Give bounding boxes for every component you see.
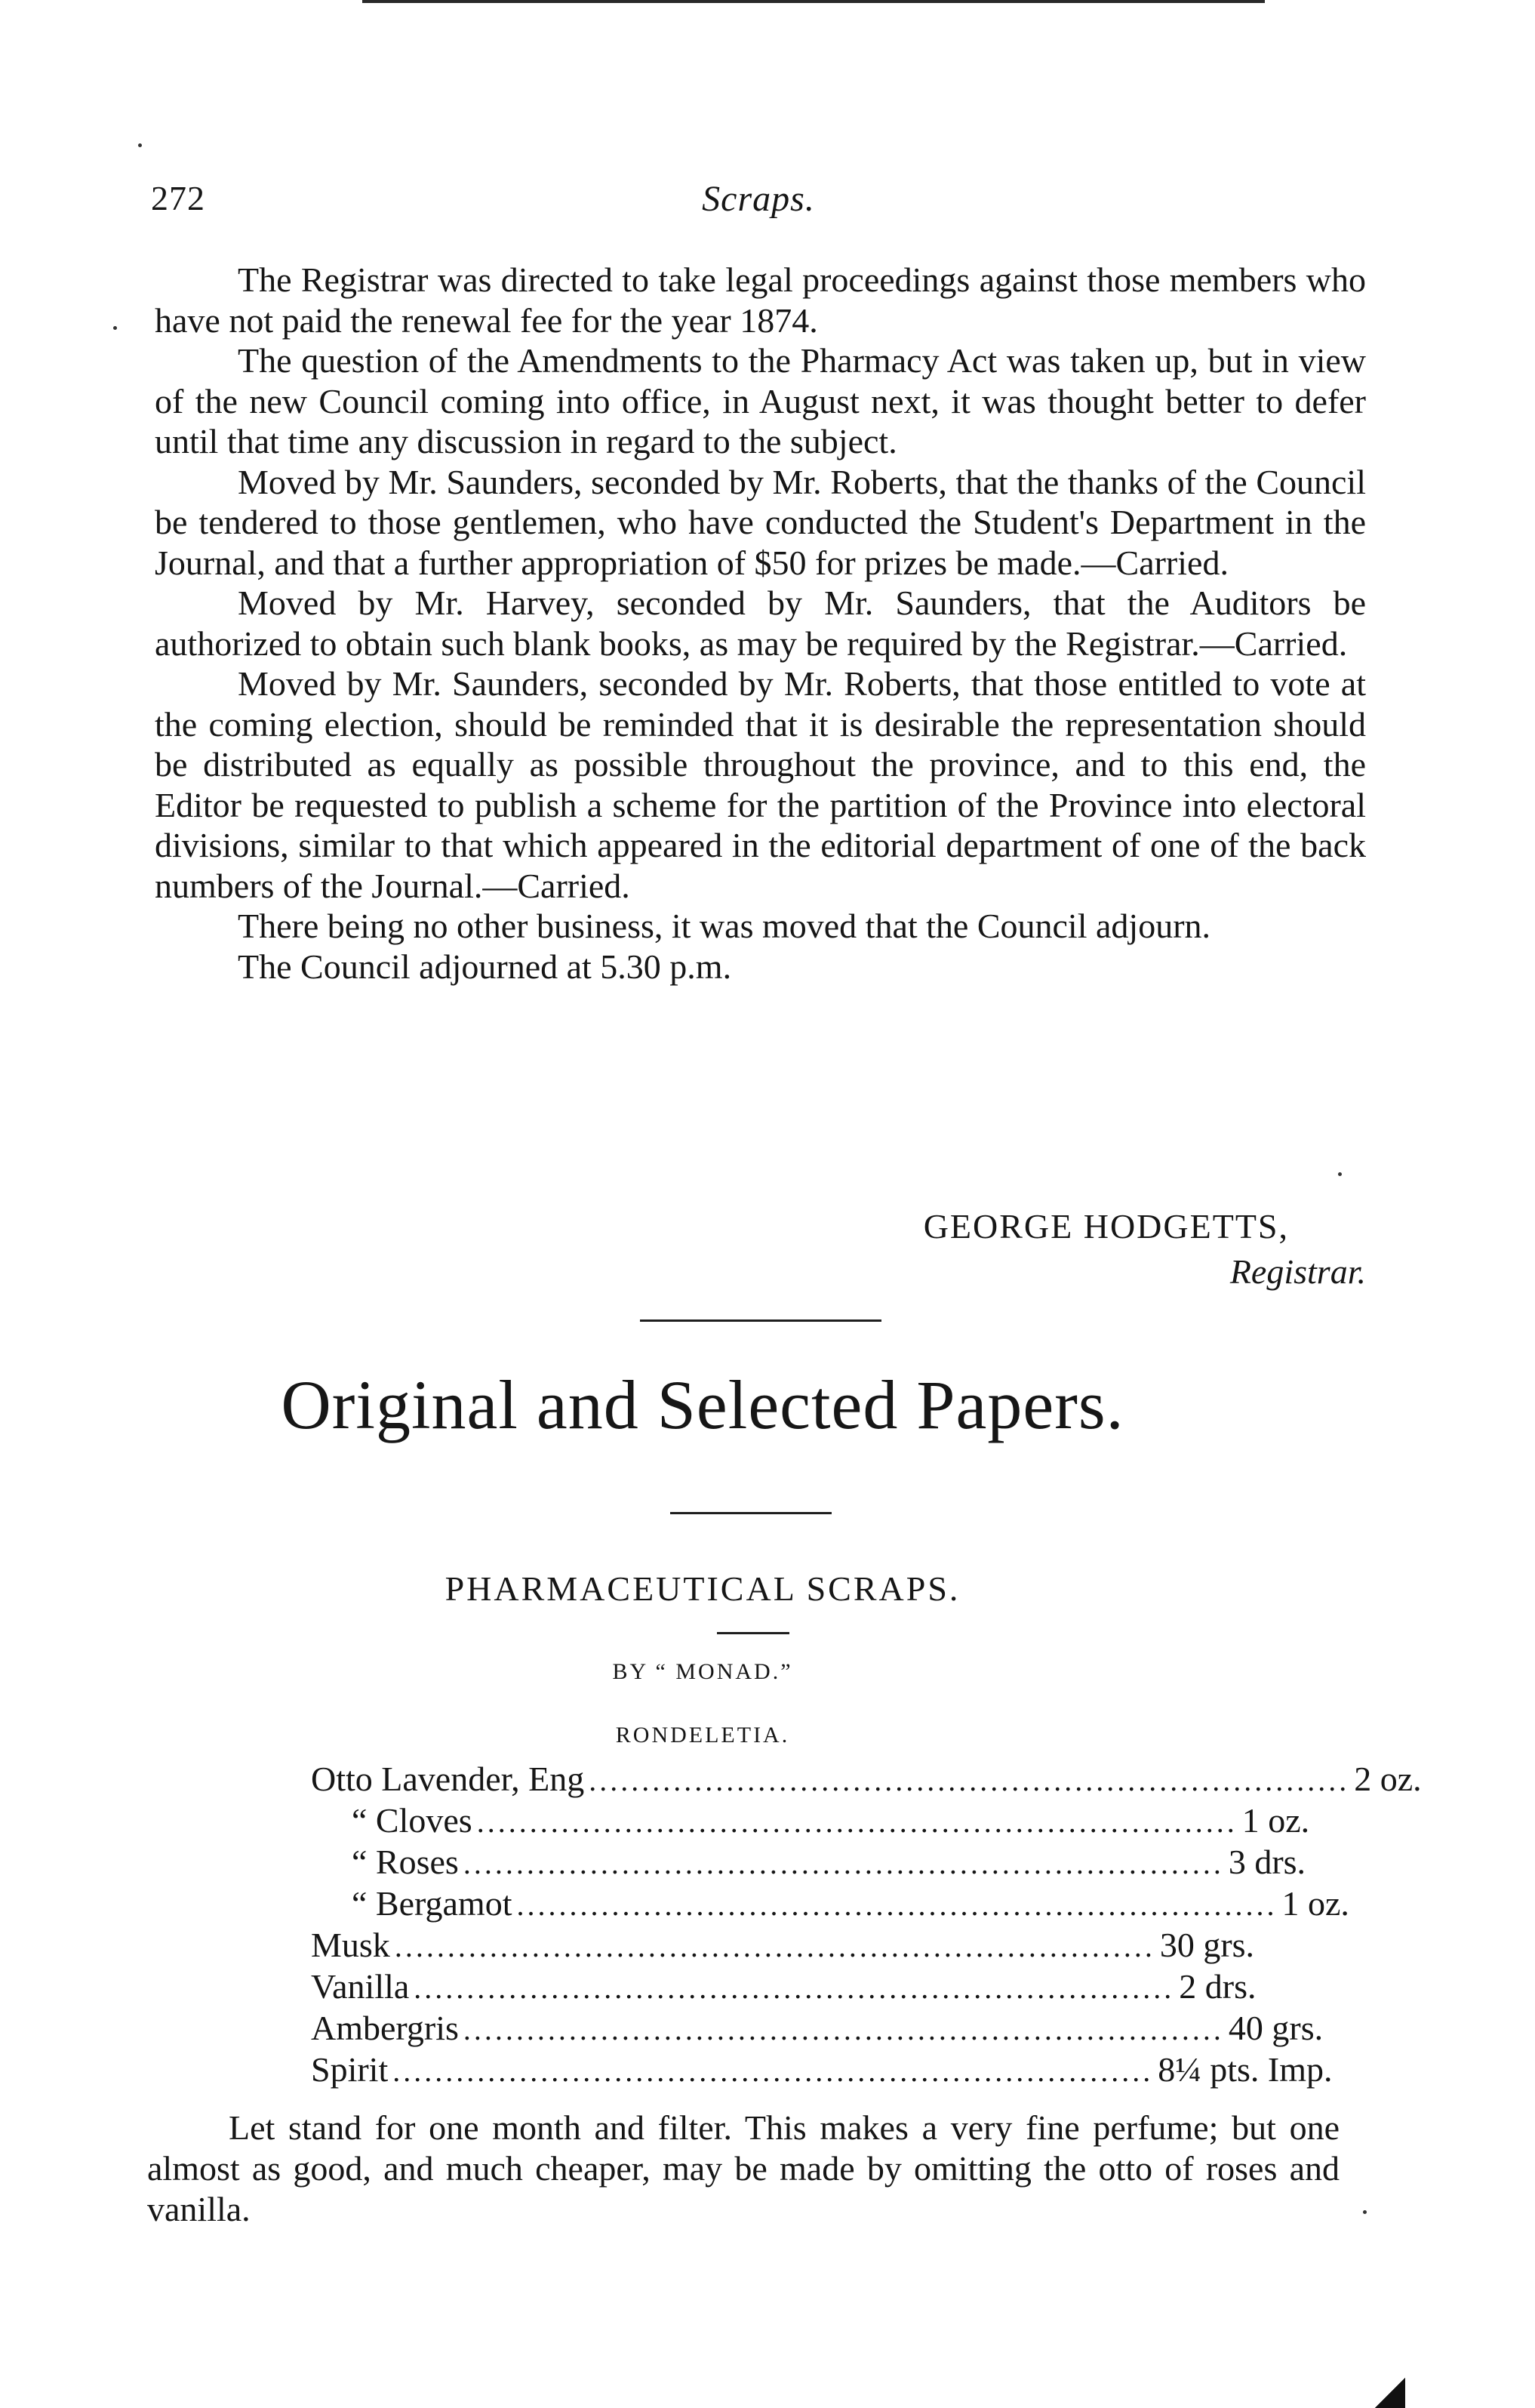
leader-dots: ........................................................................: [476, 1805, 1238, 1839]
ingredient-row: [311, 1759, 1422, 1800]
scan-speck: [138, 143, 142, 147]
ingredient-quantity: 3 drs.: [1228, 1843, 1306, 1881]
instructions-paragraph: Let stand for one month and filter. This makes a very fine perfume; but one almost as good, and much cheaper, may be made by omitting the otto of roses and vanilla.: [147, 2108, 1340, 2228]
ingredient-name: Otto Lavender, Eng: [311, 1760, 585, 1798]
leader-dots: ........................................................................: [392, 2054, 1154, 2088]
page-corner-mark: [1375, 2378, 1405, 2408]
running-title: Scraps.: [702, 179, 815, 219]
leader-dots: ........................................................................: [516, 1888, 1278, 1922]
ingredient-row: [311, 1842, 1306, 1883]
ingredient-quantity: 8¼ pts. Imp.: [1158, 2050, 1333, 2089]
ingredient-quantity: 30 grs.: [1159, 1926, 1255, 1964]
ingredient-name: Ambergris: [311, 2009, 459, 2047]
ingredient-quantity: 40 grs.: [1228, 2009, 1324, 2047]
article-byline: BY “ MONAD.”: [612, 1659, 793, 1684]
minutes-paragraph: The Council adjourned at 5.30 p.m.: [238, 947, 732, 986]
section-divider: [640, 1319, 881, 1322]
ingredient-row: [311, 1883, 1349, 1925]
leader-dots: ........................................................................: [589, 1763, 1350, 1797]
running-head: [151, 178, 1366, 231]
recipe-instructions: [147, 2108, 1340, 2230]
ingredient-name: “ Bergamot: [352, 1884, 512, 1923]
minutes-paragraph: Moved by Mr. Saunders, seconded by Mr. Roberts, that those entitled to vote at the coming election, should be reminded that it is desirable the representation should be distributed as equally as possible throughout the province, and to this end, the Editor be requested to publish a scheme for the partition of the Province into electoral divisions, similar to that which appeared in the editorial department of one of the back numbers of the Journal.—Carried.: [155, 664, 1366, 905]
minutes-paragraph: Moved by Mr. Saunders, seconded by Mr. Roberts, that the thanks of the Council be tendered to those gentlemen, who have conducted the Student's Department in the Journal, and that a further appropriation of $50 for prizes be made.—Carried.: [155, 462, 1366, 582]
leader-dots: ........................................................................: [463, 2012, 1224, 2046]
ingredient-row: [311, 2049, 1333, 2091]
ingredient-row: [311, 1800, 1310, 1842]
council-minutes: [155, 260, 1366, 987]
signature-title: Registrar.: [1229, 1252, 1366, 1291]
recipe-name: RONDELETIA.: [615, 1723, 790, 1747]
minutes-paragraph: The Registrar was directed to take legal proceedings against those members who have not paid the renewal fee for the year 1874.: [155, 260, 1366, 340]
ingredient-quantity: 2 oz.: [1354, 1760, 1422, 1798]
article-title: PHARMACEUTICAL SCRAPS.: [445, 1569, 961, 1608]
scan-speck: [113, 326, 117, 330]
ingredient-row: [311, 1925, 1255, 1966]
top-edge-rule: [362, 0, 1265, 3]
ingredient-quantity: 1 oz.: [1281, 1884, 1349, 1923]
page-number: 272: [151, 179, 205, 217]
ingredient-quantity: 2 drs.: [1179, 1967, 1257, 2006]
ingredient-quantity: 1 oz.: [1241, 1801, 1310, 1840]
ingredient-name: Musk: [311, 1926, 390, 1964]
ingredient-row: [311, 2008, 1324, 2049]
minutes-paragraph: Moved by Mr. Harvey, seconded by Mr. Saunders, that the Auditors be authorized to obtain such blank books, as may be required by the Registrar.—Carried.: [155, 584, 1366, 663]
ingredient-name: Spirit: [311, 2050, 389, 2089]
minutes-paragraph: The question of the Amendments to the Pharmacy Act was taken up, but in view of the new Council coming into office, in August next, it was thought better to defer until that time any discussion in regard to the subject.: [155, 341, 1366, 460]
ingredient-list: [311, 1759, 1422, 2091]
leader-dots: ........................................................................: [414, 1971, 1175, 2005]
title-underline: [717, 1632, 789, 1634]
ingredient-row: [311, 1966, 1257, 2008]
ingredient-name: Vanilla: [311, 1967, 410, 2006]
signature-name: GEORGE HODGETTS,: [923, 1207, 1289, 1246]
section-title: Original and Selected Papers.: [281, 1366, 1124, 1443]
scan-speck: [1338, 1172, 1342, 1176]
minutes-paragraph: There being no other business, it was moved that the Council adjourn.: [238, 907, 1211, 945]
leader-dots: ........................................................................: [394, 1929, 1155, 1963]
ingredient-name: “ Roses: [352, 1843, 459, 1881]
section-divider: [670, 1512, 832, 1514]
leader-dots: ........................................................................: [463, 1846, 1224, 1880]
scan-speck: [1363, 2210, 1367, 2214]
ingredient-name: “ Cloves: [352, 1801, 472, 1840]
